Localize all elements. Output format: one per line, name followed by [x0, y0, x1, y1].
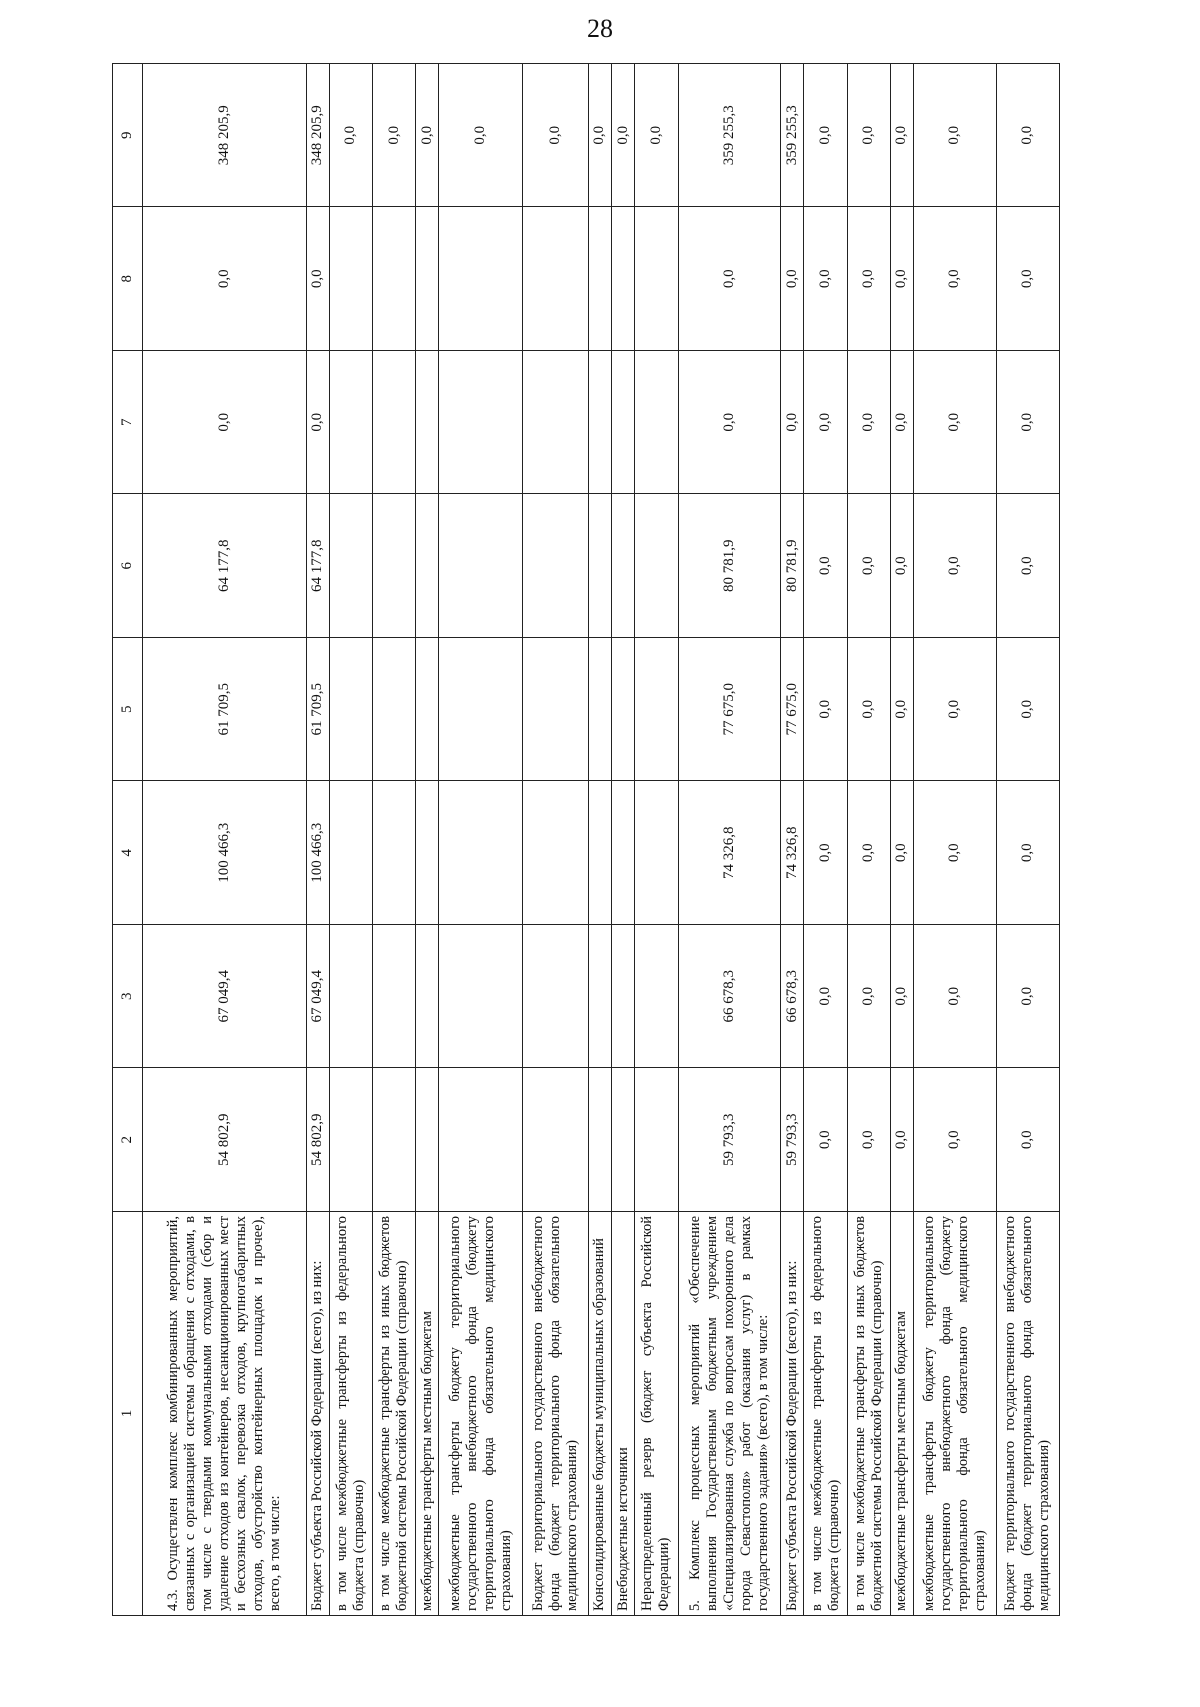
value-cell — [329, 494, 372, 638]
column-number: 9 — [113, 64, 143, 208]
value-cell — [373, 1068, 416, 1212]
value-cell — [329, 925, 372, 1069]
value-cell: 61 709,5 — [143, 638, 306, 782]
value-cell — [635, 494, 678, 638]
value-cell — [416, 494, 439, 638]
value-cell: 0,0 — [847, 1068, 890, 1212]
value-cell: 77 675,0 — [678, 638, 781, 782]
value-cell — [612, 925, 635, 1069]
value-cell: 0,0 — [890, 494, 913, 638]
row-label: межбюджетные трансферты местным бюджетам — [416, 1212, 439, 1616]
value-cell — [373, 207, 416, 351]
value-cell: 0,0 — [914, 925, 997, 1069]
value-cell: 0,0 — [914, 494, 997, 638]
table-row — [416, 64, 439, 1616]
value-cell — [523, 1068, 588, 1212]
value-cell: 0,0 — [781, 207, 804, 351]
value-cell: 54 802,9 — [306, 1068, 329, 1212]
value-cell: 0,0 — [588, 64, 611, 208]
value-cell: 359 255,3 — [781, 64, 804, 208]
value-cell: 80 781,9 — [781, 494, 804, 638]
value-cell: 0,0 — [373, 64, 416, 208]
value-cell: 348 205,9 — [143, 64, 306, 208]
value-cell: 0,0 — [804, 351, 847, 495]
value-cell: 59 793,3 — [781, 1068, 804, 1212]
value-cell: 0,0 — [847, 64, 890, 208]
value-cell: 0,0 — [996, 925, 1059, 1069]
value-cell — [635, 781, 678, 925]
row-label: межбюджетные трансферты бюджету территориального государственного внебюджетного фонда (бюджету территориального фонда обязательного медицинского страхования) — [439, 1212, 523, 1616]
column-number: 5 — [113, 638, 143, 782]
value-cell: 0,0 — [890, 925, 913, 1069]
value-cell: 359 255,3 — [678, 64, 781, 208]
row-label: межбюджетные трансферты местным бюджетам — [890, 1212, 913, 1616]
column-number: 8 — [113, 207, 143, 351]
rotated-table-wrapper — [112, 64, 1060, 1616]
value-cell — [635, 351, 678, 495]
value-cell: 0,0 — [996, 207, 1059, 351]
value-cell — [588, 1068, 611, 1212]
value-cell — [416, 1068, 439, 1212]
value-cell: 0,0 — [914, 781, 997, 925]
table-row — [635, 64, 678, 1616]
value-cell: 74 326,8 — [678, 781, 781, 925]
value-cell — [612, 781, 635, 925]
value-cell — [329, 351, 372, 495]
table-row — [439, 64, 523, 1616]
value-cell — [416, 207, 439, 351]
value-cell: 0,0 — [306, 351, 329, 495]
row-label: Внебюджетные источники — [612, 1212, 635, 1616]
value-cell — [439, 925, 523, 1069]
value-cell: 0,0 — [914, 1068, 997, 1212]
value-cell — [416, 925, 439, 1069]
page-number: 28 — [587, 14, 613, 43]
value-cell: 0,0 — [635, 64, 678, 208]
value-cell: 0,0 — [416, 64, 439, 208]
value-cell: 77 675,0 — [781, 638, 804, 782]
column-number: 7 — [113, 351, 143, 495]
value-cell — [612, 638, 635, 782]
value-cell — [588, 925, 611, 1069]
value-cell — [612, 494, 635, 638]
value-cell: 348 205,9 — [306, 64, 329, 208]
value-cell: 0,0 — [847, 638, 890, 782]
budget-table — [112, 63, 1060, 1616]
value-cell — [373, 781, 416, 925]
table-row — [523, 64, 588, 1616]
value-cell: 54 802,9 — [143, 1068, 306, 1212]
value-cell: 0,0 — [847, 925, 890, 1069]
value-cell: 67 049,4 — [143, 925, 306, 1069]
column-number: 3 — [113, 925, 143, 1069]
value-cell — [588, 351, 611, 495]
table-row — [847, 64, 890, 1616]
value-cell: 0,0 — [890, 64, 913, 208]
value-cell: 0,0 — [804, 925, 847, 1069]
row-label: 4.3. Осуществлен комплекс комбинированных мероприятий, связанных с организацией системы обращения с отходами, в том числе с твердыми коммунальными отходами (сбор и удаление отходов из контейнеров, несанкционированных мест и бесхозных свалок, перевозка отходов, крупногабаритных отходов, обустройство контейнерных площадок и прочее), всего, в том числе: — [143, 1212, 306, 1616]
row-label: в том числе межбюджетные трансферты из федерального бюджета (справочно) — [329, 1212, 372, 1616]
row-label: в том числе межбюджетные трансферты из иных бюджетов бюджетной системы Российской Федерации (справочно) — [373, 1212, 416, 1616]
value-cell — [416, 781, 439, 925]
value-cell: 0,0 — [143, 351, 306, 495]
value-cell: 0,0 — [996, 494, 1059, 638]
value-cell — [439, 494, 523, 638]
value-cell: 74 326,8 — [781, 781, 804, 925]
value-cell — [588, 781, 611, 925]
column-number: 6 — [113, 494, 143, 638]
value-cell: 0,0 — [890, 781, 913, 925]
value-cell: 100 466,3 — [306, 781, 329, 925]
value-cell: 0,0 — [329, 64, 372, 208]
table-body — [113, 64, 1060, 1616]
value-cell — [523, 638, 588, 782]
value-cell: 0,0 — [890, 351, 913, 495]
column-number: 1 — [113, 1212, 143, 1616]
column-number: 2 — [113, 1068, 143, 1212]
value-cell: 0,0 — [306, 207, 329, 351]
value-cell — [612, 351, 635, 495]
value-cell — [439, 1068, 523, 1212]
value-cell — [329, 207, 372, 351]
value-cell: 0,0 — [678, 207, 781, 351]
value-cell: 0,0 — [914, 207, 997, 351]
row-label: 5. Комплекс процессных мероприятий «Обеспечение выполнения Государственным бюджетным учреждением «Специализированная служба по вопросам похоронного дела города Севастополя» работ (оказания услуг) в рамках государственного задания» (всего), в том числе: — [678, 1212, 781, 1616]
table-row — [306, 64, 329, 1616]
value-cell — [635, 1068, 678, 1212]
value-cell — [439, 781, 523, 925]
row-label: в том числе межбюджетные трансферты из федерального бюджета (справочно) — [804, 1212, 847, 1616]
value-cell: 100 466,3 — [143, 781, 306, 925]
value-cell: 0,0 — [847, 494, 890, 638]
row-label: Бюджет территориального государственного внебюджетного фонда (бюджет территориального фонда обязательного медицинского страхования) — [996, 1212, 1059, 1616]
value-cell: 66 678,3 — [678, 925, 781, 1069]
value-cell: 67 049,4 — [306, 925, 329, 1069]
value-cell: 0,0 — [804, 1068, 847, 1212]
table-row — [804, 64, 847, 1616]
table-row — [329, 64, 372, 1616]
value-cell — [523, 351, 588, 495]
table-row — [914, 64, 997, 1616]
value-cell — [635, 207, 678, 351]
value-cell: 0,0 — [804, 207, 847, 351]
value-cell: 0,0 — [804, 64, 847, 208]
value-cell: 0,0 — [890, 638, 913, 782]
table-row — [612, 64, 635, 1616]
value-cell: 0,0 — [804, 781, 847, 925]
value-cell: 64 177,8 — [143, 494, 306, 638]
table-row — [143, 64, 306, 1616]
value-cell — [439, 207, 523, 351]
value-cell: 0,0 — [612, 64, 635, 208]
value-cell — [329, 781, 372, 925]
value-cell — [416, 351, 439, 495]
table-row — [678, 64, 781, 1616]
value-cell — [373, 925, 416, 1069]
value-cell: 0,0 — [996, 1068, 1059, 1212]
value-cell — [373, 494, 416, 638]
value-cell: 66 678,3 — [781, 925, 804, 1069]
table-row — [588, 64, 611, 1616]
value-cell — [635, 925, 678, 1069]
table-row — [781, 64, 804, 1616]
value-cell: 0,0 — [914, 351, 997, 495]
value-cell — [439, 351, 523, 495]
value-cell: 0,0 — [439, 64, 523, 208]
value-cell: 0,0 — [781, 351, 804, 495]
value-cell: 0,0 — [847, 351, 890, 495]
column-number: 4 — [113, 781, 143, 925]
value-cell — [588, 638, 611, 782]
table-row — [373, 64, 416, 1616]
value-cell: 0,0 — [996, 638, 1059, 782]
value-cell — [588, 494, 611, 638]
row-label: Консолидированные бюджеты муниципальных образований — [588, 1212, 611, 1616]
value-cell — [329, 638, 372, 782]
row-label: Бюджет территориального государственного внебюджетного фонда (бюджет территориального фонда обязательного медицинского страхования) — [523, 1212, 588, 1616]
value-cell — [523, 925, 588, 1069]
value-cell: 0,0 — [847, 207, 890, 351]
value-cell — [523, 494, 588, 638]
value-cell: 0,0 — [996, 351, 1059, 495]
value-cell: 0,0 — [804, 638, 847, 782]
value-cell — [523, 207, 588, 351]
table-row — [890, 64, 913, 1616]
row-label: Нераспределенный резерв (бюджет субъекта Российской Федерации) — [635, 1212, 678, 1616]
value-cell: 0,0 — [890, 1068, 913, 1212]
value-cell: 0,0 — [523, 64, 588, 208]
value-cell: 0,0 — [678, 351, 781, 495]
value-cell: 0,0 — [996, 781, 1059, 925]
value-cell — [523, 781, 588, 925]
value-cell: 59 793,3 — [678, 1068, 781, 1212]
value-cell — [612, 1068, 635, 1212]
row-label: межбюджетные трансферты бюджету территориального государственного внебюджетного фонда (бюджету территориального фонда обязательного медицинского страхования) — [914, 1212, 997, 1616]
value-cell: 0,0 — [847, 781, 890, 925]
value-cell — [329, 1068, 372, 1212]
header-row — [113, 64, 143, 1616]
value-cell: 0,0 — [890, 207, 913, 351]
value-cell — [373, 638, 416, 782]
row-label: Бюджет субъекта Российской Федерации (всего), из них: — [306, 1212, 329, 1616]
row-label: Бюджет субъекта Российской Федерации (всего), из них: — [781, 1212, 804, 1616]
value-cell: 0,0 — [996, 64, 1059, 208]
value-cell: 64 177,8 — [306, 494, 329, 638]
value-cell: 0,0 — [914, 638, 997, 782]
table-row — [996, 64, 1059, 1616]
value-cell — [612, 207, 635, 351]
value-cell — [439, 638, 523, 782]
value-cell: 0,0 — [804, 494, 847, 638]
value-cell: 0,0 — [914, 64, 997, 208]
value-cell: 0,0 — [143, 207, 306, 351]
value-cell: 61 709,5 — [306, 638, 329, 782]
row-label: в том числе межбюджетные трансферты из иных бюджетов бюджетной системы Российской Федерации (справочно) — [847, 1212, 890, 1616]
value-cell — [588, 207, 611, 351]
value-cell — [635, 638, 678, 782]
value-cell: 80 781,9 — [678, 494, 781, 638]
value-cell — [416, 638, 439, 782]
value-cell — [373, 351, 416, 495]
